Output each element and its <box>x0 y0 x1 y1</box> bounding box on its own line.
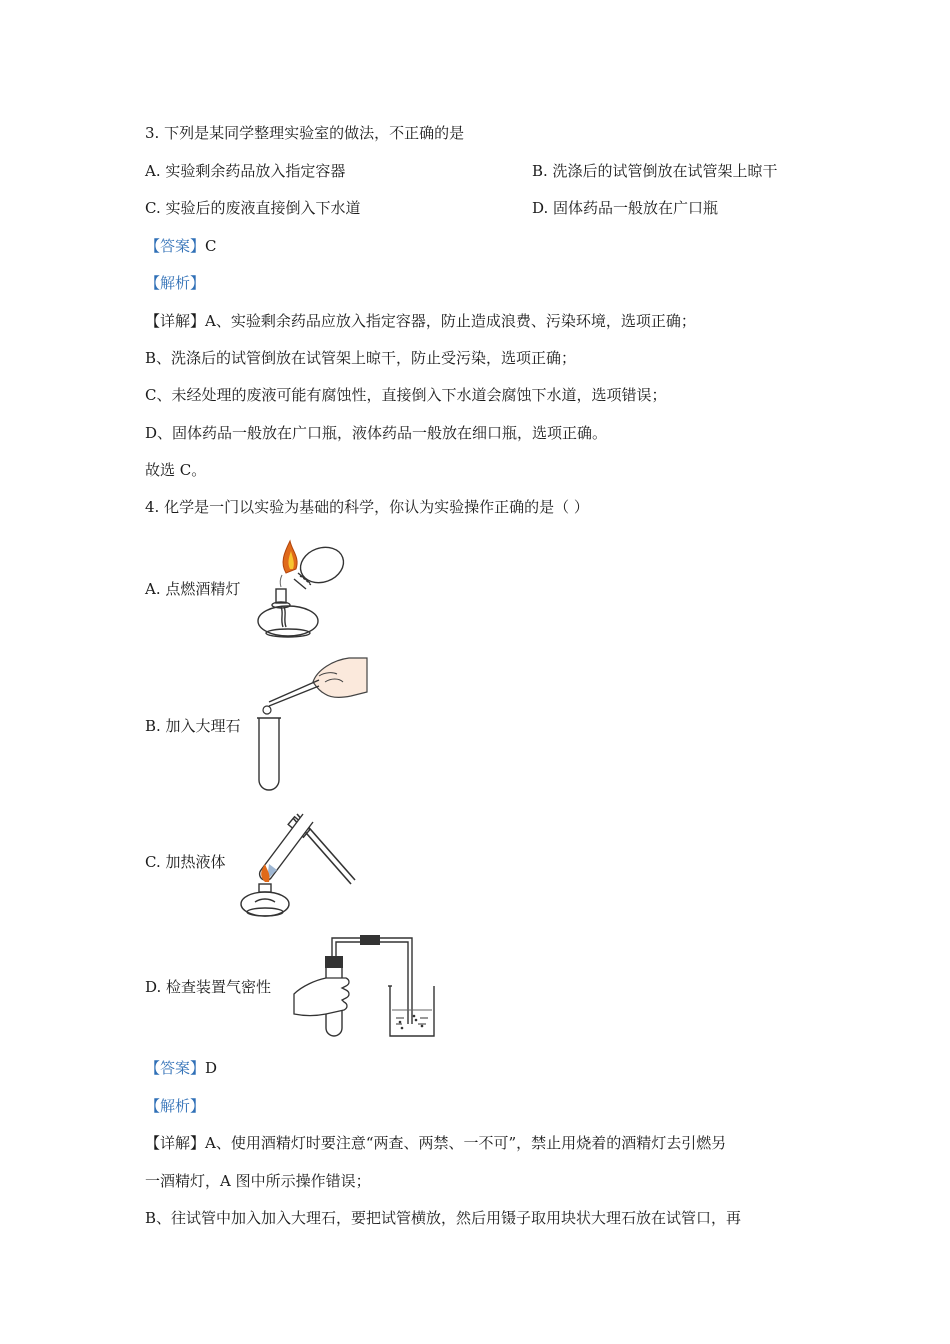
heating-liquid-icon <box>233 808 358 923</box>
q3-conclusion: 故选 C。 <box>145 461 207 479</box>
q3-option-b: B. 洗涤后的试管倒放在试管架上晾干 <box>532 162 778 180</box>
q3-detail-line-2: B、洗涤后的试管倒放在试管架上晾干，防止受污染，选项正确； <box>145 349 577 367</box>
q4-detail-line-1 <box>145 1132 726 1154</box>
detail-tag: 【详解】 <box>145 1134 206 1152</box>
q3-answer <box>145 235 217 257</box>
q4-option-a-label: A. 点燃酒精灯 <box>145 580 241 598</box>
answer-value: C <box>205 237 217 255</box>
q3-detail-line-4: D、固体药品一般放在广口瓶，液体药品一般放在细口瓶，选项正确。 <box>145 424 608 442</box>
alcohol-lamp-lighting-icon <box>250 535 355 640</box>
q4-detail-line-3: B、往试管中加入加入大理石，要把试管横放，然后用镊子取用块状大理石放在试管口，再 <box>145 1209 742 1227</box>
q4-analysis-tag: 【解析】 <box>145 1097 206 1115</box>
q3-detail-line-1 <box>145 310 696 332</box>
q4-option-b-label: B. 加入大理石 <box>145 717 241 735</box>
answer-tag: 【答案】 <box>145 1059 206 1077</box>
q4-stem: 4. 化学是一门以实验为基础的科学，你认为实验操作正确的是（ ） <box>145 498 589 516</box>
q3-option-c: C. 实验后的废液直接倒入下水道 <box>145 199 361 217</box>
marble-into-test-tube-icon <box>255 652 370 797</box>
q4-answer <box>145 1057 217 1079</box>
detail-text: A、实验剩余药品应放入指定容器，防止造成浪费、污染环境，选项正确； <box>205 312 696 330</box>
q3-option-d: D. 固体药品一般放在广口瓶 <box>532 199 719 217</box>
q4-detail-line-2: 一酒精灯，A 图中所示操作错误； <box>145 1172 371 1190</box>
q3-stem: 3. 下列是某同学整理实验室的做法，不正确的是 <box>145 124 465 142</box>
answer-tag: 【答案】 <box>145 237 206 255</box>
q4-option-d-label: D. 检查装置气密性 <box>145 978 272 996</box>
detail-tag: 【详解】 <box>145 312 206 330</box>
answer-value: D <box>205 1059 218 1077</box>
airtightness-check-icon <box>292 928 442 1043</box>
q4-option-c-label: C. 加热液体 <box>145 853 226 871</box>
q3-detail-line-3: C、未经处理的废液可能有腐蚀性，直接倒入下水道会腐蚀下水道，选项错误； <box>145 386 667 404</box>
detail-text: A、使用酒精灯时要注意“两查、两禁、一不可”，禁止用烧着的酒精灯去引燃另 <box>205 1134 727 1152</box>
q3-option-a: A. 实验剩余药品放入指定容器 <box>145 162 346 180</box>
q3-analysis-tag: 【解析】 <box>145 274 206 292</box>
